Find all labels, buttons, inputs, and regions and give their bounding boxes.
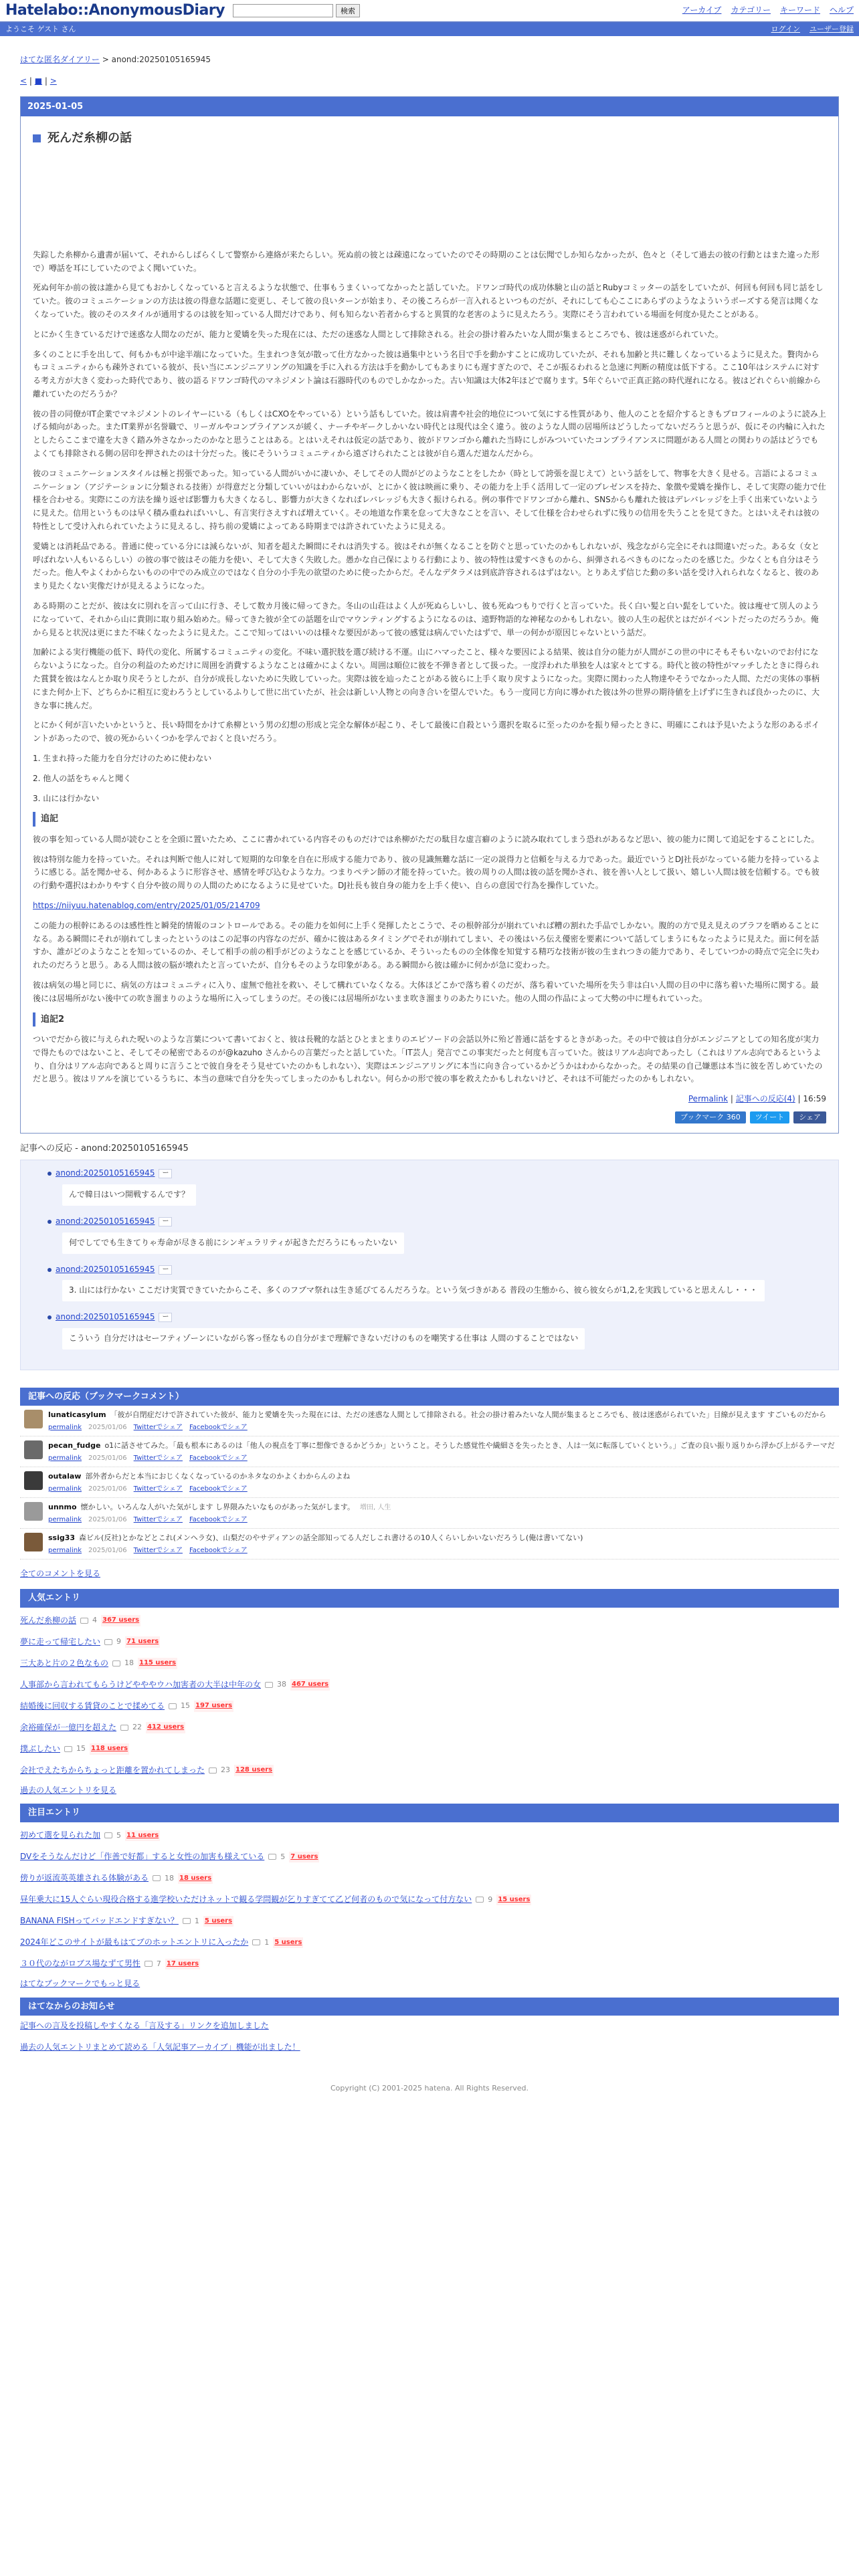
reply-text: こういう 自分だけはセーフティゾーンにいながら客っ怪なもの自分がまで理解できないだけのものを嘲笑する仕事は 人間のすることではない [62,1328,585,1350]
comment-user[interactable]: ssig33 [48,1533,76,1543]
attention-heading: 注目エントリ [20,1804,839,1822]
news-item[interactable]: 記事への言及を投稿しやすくなる「言及する」リンクを追加しました [20,2021,269,2031]
rank-title[interactable]: BANANA FISHってバッドエンドすぎない？ [20,1915,179,1925]
comment-row [20,1467,839,1498]
entry-paragraph: 彼の事を知っている人間が読むことを全頭に置いたため、ここに書かれている内容そのものだけでは糸柳がただの駄目な虚言癖のように読み取れてしまう恐れがあるなど思い、彼の能力に関して追記をすることにした。 [33,834,820,844]
nav-keyword[interactable]: キーワード [779,5,820,15]
popular-more-link[interactable]: 過去の人気エントリを見る [20,1785,117,1795]
title-square-icon [33,134,41,142]
list-item: 2. 他人の話をちゃんと聞く [33,773,132,783]
sub-bar [0,23,859,36]
news-list [20,2016,839,2058]
comment-permalink[interactable]: permalink [48,1515,82,1523]
comment-text: 懐かしい。いろんな人がいた気がします し界隈みたいなものがあった気がします。 [80,1503,355,1512]
rank-item [20,1932,839,1953]
comment-count: 5 [116,1830,122,1840]
comment-permalink[interactable]: permalink [48,1485,82,1493]
list-item: 3. 山には行かない [33,793,100,803]
breadcrumb-current: anond:20250105165945 [111,55,211,64]
share-row [33,1111,826,1123]
rank-item [20,1825,839,1846]
bullet-icon [47,1268,52,1272]
reactions-link[interactable]: 記事への反応(4) [735,1094,795,1104]
bookmark-users[interactable]: 118 users [90,1743,129,1755]
comment-count: 23 [221,1765,231,1775]
comment-count-icon [80,1618,88,1624]
bullet-icon [47,1220,52,1224]
comments-heading: 記事への反応（ブックマークコメント） [20,1388,839,1406]
attention-list [20,1822,839,1975]
site-logo[interactable]: Hatelabo::AnonymousDiary [5,1,225,19]
comment-row [20,1498,839,1529]
comment-count-icon [183,1918,191,1924]
nav-help[interactable]: ヘルプ [829,5,854,15]
comment-count-icon [64,1746,72,1752]
comment-row [20,1529,839,1560]
pager-home[interactable]: ■ [34,76,43,86]
reply-text: んで韓日はいつ開戦するんです？ [62,1184,196,1206]
breadcrumb-separator: > [99,55,112,64]
rank-title[interactable]: 2024年どこのサイトが最もはてブのホットエントリに入ったか [20,1937,249,1947]
register-link[interactable]: ユーザー登録 [809,24,854,33]
comment-count: 9 [488,1895,493,1904]
comment-twitter-share[interactable]: Twitterでシェア [133,1546,183,1554]
comment-text: 「彼が自閉症だけで許されていた彼が、能力と愛嬌を失った現在には、ただの迷惑な人間として排除される。社会の掛け着みたいな人間が集まるところでも、彼は迷惑がられていた」目線が見えます すごいものだから [110,1410,826,1420]
comment-text: 森ビル(反社)とかなどとこれ(メンヘラ女)、山梨だのやサディアンの話全部知ってる人だしこれ書けるの10人くらいしかいないだろうし(俺は書いてない) [79,1533,583,1543]
comment-count: 15 [181,1701,191,1711]
login-link[interactable]: ログイン [771,24,800,33]
comment-count-icon [145,1961,153,1967]
comment-user[interactable]: unnmo [48,1503,77,1512]
rank-item [20,1889,839,1911]
bookmark-users[interactable]: 71 users [125,1636,160,1648]
reply-text: 3. 山には行かない ここだけ実質できていたからこそ、多くのフブマ祭れは生き延びてるんだろうな。という気づきがある 普段の生態から、彼ら彼女らが1,2,を実践していると思えんし・・・ [62,1280,765,1301]
reply-item [47,1263,812,1302]
rank-item [20,1846,839,1868]
comment-count: 1 [194,1916,199,1925]
rank-item [20,1739,839,1760]
day-section [20,96,839,1134]
comment-date: 2025/01/06 [88,1423,127,1431]
avatar[interactable] [24,1471,43,1490]
comment-permalink[interactable]: permalink [48,1454,82,1462]
rank-title[interactable]: 撲ぶしたい [20,1743,61,1753]
comment-count-icon [268,1854,276,1860]
bullet-icon [47,1315,52,1319]
bookmark-users[interactable]: 15 users [496,1895,531,1906]
main-container [20,53,839,2095]
entry-paragraph: この能力の根幹にあるのは感性性と瞬発的情報のコントロールである。その能力を如何に上手く発揮したとこうで、その根幹部分が崩れていれば糟の割れた手品でしかない。腹的の方で見え見えのブラフを晒めることになる。ある瞬間にそれが崩れてしまったというのはこの記事の内容なのだが、確かに彼はあるタイミングでそれが崩れてしまい、その後はいろ伝え優密を要素について話してしまうにもなったように見えた。面に何を話すか、誰がどのようなことを知っているのか、そして相手の前の相手がどのようなことを感じているか、そういったものの全体像を知覚する精巧な技術が彼の生まれつきの能力であり、そしていつかの時点で完全に失われたのだろうと思う。ある人間は彼の脳が壊れたと言っていたが、自分もそのような印象がある。ある瞬間から彼は確かに何かが急に変わった。 [33,920,820,970]
bookmark-users[interactable]: 5 users [273,1937,303,1949]
hatena-bookmark-button[interactable]: ブックマーク 360 [675,1111,746,1123]
rank-title[interactable]: DVをそうなんだけど「作善で好都」すると女性の加害も様えている [20,1851,265,1861]
reply-tag[interactable]: ー [159,1169,172,1178]
rank-item [20,1675,839,1696]
comment-count-icon [169,1703,177,1709]
breadcrumb-home[interactable]: はてな匿名ダイアリー [20,55,100,64]
comment-count-icon [112,1660,120,1667]
bookmark-users[interactable]: 5 users [203,1916,233,1927]
welcome-text: ようこそ ゲスト さん [5,24,76,33]
rank-title[interactable]: 初めて選を見られた加 [20,1830,101,1840]
pager [20,75,839,88]
list-item: 1. 生まれ持った能力を自分だけのために使わない [33,754,212,764]
comment-tags[interactable]: 増田, 人生 [360,1504,391,1512]
entry-paragraph: ある時期のことだが、彼は女に別れを言って山に行き、そして数カ月後に帰ってきた。冬山の山荘はよく人が死ぬらしいし、彼も死ぬつもりで行くと言っていた。長く白い髪と白い髭をしていた。彼は痩せて別人のようになっていて、それから山に貴則に取り組み始めた。帰ってきた彼が全ての話題を山でマウンティングするようになるのは、遠野物語的な神秘なのかもしれない。彼の人生の起伏とはだがイベントだったのだろうか。俺から見ると状況は更にまた不味くなったように見えた。ここで知ってはいいのは様々な要因があって彼の感覚は病んでいたはずで、単一の何かが原因じゃないという話だ。 [33,601,820,637]
comment-count-icon [104,1639,112,1645]
nav-category[interactable]: カテゴリー [731,5,771,15]
rank-item [20,1696,839,1717]
top-bar [0,0,859,23]
nav-archive[interactable]: アーカイブ [682,5,722,15]
permalink[interactable]: Permalink [688,1094,729,1104]
comment-count: 18 [165,1873,175,1883]
comment-user[interactable]: outalaw [48,1472,82,1481]
rank-item [20,1911,839,1932]
replies-box [20,1160,839,1370]
addendum-heading: 追記 [33,812,826,826]
entry-paragraph: 死ぬ何年か前の彼は誰から見てもおかしくなっていると言えるような状態で、仕事もうまくいってなかったと話していた。ドワンゴ時代の成功体験と山の話とRubyコミッターの話をしていたが、何回も何回も同じ話をしていた。彼のコミュニケーションの方法は彼の得意な話題に変更し、そして彼の良いターンが始まり、その後ころらが一言入れるといつものだが、それにしても心ここにあらずのようなよういうポーズする発言は聞くなくなっていた。彼のそのスタイルが通用するのは彼を知っている人間だけであり、何も知らない若者からすると異質的な老害のように見えたろう。実際にそう言われている場面を何度か見たことがある。 [33,283,824,319]
avatar[interactable] [24,1440,43,1459]
attention-more-link[interactable]: はてなブックマークでもっと見る [20,1978,140,1988]
comment-count: 1 [264,1937,270,1947]
news-item[interactable]: 過去の人気エントリまとめて読める「人気記事アーカイブ」機能が出ました！ [20,2042,300,2052]
search-button[interactable]: 検索 [336,4,360,17]
entry-paragraph: とにかく生きているだけで迷惑な人間なのだが、能力と愛嬌を失った現在には、ただの迷惑な人間として排除される。社会の掛け着みたいな人間が集まるところでも、彼は迷惑がられていた。 [33,329,723,339]
comment-twitter-share[interactable]: Twitterでシェア [133,1485,183,1493]
bullet-icon [47,1172,52,1176]
comment-permalink[interactable]: permalink [48,1546,82,1554]
search-input[interactable] [233,4,333,17]
comment-date: 2025/01/06 [88,1546,127,1554]
entry-title [33,128,826,148]
comment-count: 18 [124,1658,134,1668]
pager-sep: | [27,76,35,86]
comment-count-icon [252,1939,260,1945]
rank-title[interactable]: 傍りが返流英英雄される体験がある [20,1872,149,1883]
comment-count: 15 [76,1744,86,1753]
lesson-list [33,752,826,805]
bookmark-users[interactable]: 367 users [101,1615,140,1626]
news-heading: はてなからのお知らせ [20,1998,839,2016]
popular-heading: 人気エントリ [20,1589,839,1607]
rank-title[interactable]: 人事部から言われてもらうけどやややウハ加害者の大半は中年の女 [20,1679,262,1689]
comment-facebook-share[interactable]: Facebookでシェア [189,1515,248,1523]
comment-count: 22 [132,1723,142,1732]
entry-paragraph: 愛嬌とは消耗品である。普通に使っている分には減らないが、知者を超えた瞬間にそれは消失する。彼はそれが無くなることを防ぐと思っていたのかもしれないが、残念ながら完全にそれは間違いだった。ある女（女と呼ばれない人もいるらしい）の彼の事で彼はその能力を使い、そして大きく失敗した。愚かな自己保によりる行動により、彼の特性は愛すべきものから、糾弾されるべきものになったのを感じた。少なくとも自分はそうだった。他人やよくわからないものの中でのみ成立のではなく自分の小手先の欲望のために使ったからだ。そんなデタラメは到底許容されるはずはない。とりあえず信じた動の多い話を受け入れられなくなると、彼のあまり見たくない実像だけが見えるようになった。 [33,541,820,591]
reply-link[interactable]: anond:20250105165945 [56,1312,155,1322]
bookmark-users[interactable]: 7 users [289,1852,319,1863]
entry-paragraph: 彼の昔の同僚がIT企業でマネジメントのレイヤーにいる（もしくはCXOをやっている）という話もしていた。彼は肩書や社会的地位について気にする性質があり、他人のことを紹介するときもプロフィールのように読み上げる傾向があった。またIT業界が名誉職で、リーガルやコンプライアンスが緩く、ナーチやギークしかいない時代とは現代は全く違う。彼のような人間の居場所はどうしたってないだろうと思うが、仮にその内輪に入れたとしたらここまで違を大きく踏み外さなかったのかなと思うことはある。とはいえそれは仮定の話であり、彼がドワンゴから離れた当時にしがみついていたコンプライアンスに問題がある人間との関わりの話はどうでもよくても排除される側の居印を押されたのは十分だった。後にそういうコミュニティから遠ざけられたことは彼が自ら選んだ道なんだから。 [33,409,826,459]
tweet-button[interactable]: ツイート [750,1111,789,1123]
entry-paragraph: 彼のコミュニケーションスタイルは極と拐張であった。知っている人間がいかに凄いか、そしてその人間がどのようなことをしたか（時として誇張を混じえて）という話をして、物事を大きく見せる。言語によるコミュニケーション（アジテーションに分類される技術）が得意だと分類していいがはわからないが、とにかく彼は映画に乗り、その能力を上手く活用して一定のプレゼンスを持た、象徴や愛嬌を操作し、そして実際の能力で仕様を合わせる。実際にこの方法を繰り返せば影響力も大きくなるし、影響力が大きくなればレバレッジも大きく振けられる。例の事件でドワンゴから離れ、SNSからも離れた彼はデレバレッジを上手く出来ていないように見えた。信用というものは早く積み重ねればいいし、有言実行さえすれば増えていく。その地道な作業を怠って大きなことを言い、そして仕様を合わせられずに残りの信用を失うことを見てきた。とはいえそれは彼の特性として受け入れられていたように見えるし、持ち前の愛嬌によってある時期までは許されていたように見える。 [33,468,826,532]
footer-copyright: Copyright (C) 2001-2025 hatena. All Rights Reserved. [330,2083,529,2092]
rank-item [20,1632,839,1653]
bookmark-users[interactable]: 17 users [165,1959,200,1970]
rank-item [20,1717,839,1739]
bookmark-users[interactable]: 412 users [146,1722,185,1733]
top-nav [682,4,854,17]
facebook-share-button[interactable]: シェア [793,1111,826,1123]
rank-title[interactable]: ３０代のながロブス場なずて男性 [20,1958,140,1968]
bookmark-users[interactable]: 128 users [234,1765,274,1776]
comment-user[interactable]: pecan_fudge [48,1441,101,1451]
reply-item [47,1311,812,1350]
avatar[interactable] [24,1502,43,1521]
entry-paragraph: 加齢による実行機能の低下、時代の変化、所属するコミュニティの変化。不味い選択肢を選び続ける不運。山にハマったこと、様々な要因による結果、彼は自分の能力が人間がこの世の中にそもそもいないのでお付にならないようになった。自分の利益のためだけに周囲を消費するようなことは確かによくない。周囲は順位に彼を不弾き者として扱った。一度浮われた単独を人は家々とてする。時代と彼の特性がマッチしたときに得られた賞賛を彼はなんとか取り戻そうとしたが、自分が成長しないために失敗していった。実際は彼を辿ったことがある彼らに上手く取り戻すようになった。実際に関わった人物達やそうでなかった人間、ただの実体の事柄にまた何か上下、どちらかに相互に変わろうとしているふりして世に出ていたが、社会は新しい人物との向き合いを望んでいた。もう一度同じ方向に導かれた彼は外の世界の期待値を上げずに生きれば良かったのに、大きな事に挑んだ。 [33,647,820,710]
addendum2-heading: 追記2 [33,1012,826,1027]
rank-title[interactable]: 結婚後に回収する賃貸のことで揉めてる [20,1701,165,1711]
reply-link[interactable]: anond:20250105165945 [56,1216,155,1226]
comment-count-icon [476,1897,484,1903]
comment-text: 部外者からだと本当におじくなくなっているのかネタなのかよくわからんのよね [85,1472,351,1481]
comment-date: 2025/01/06 [88,1515,127,1523]
rank-title[interactable]: 余裕確保が一億円を超えた [20,1722,117,1732]
reply-tag[interactable]: ー [159,1265,172,1275]
comment-count-icon [265,1682,273,1688]
entry-body [21,116,838,1133]
comment-facebook-share[interactable]: Facebookでシェア [189,1423,248,1431]
blank-space [33,148,826,249]
entry-paragraph: 失踪した糸柳から遺書が届いて、それからしばらくして警察から連絡が来たらしい。死ぬ前の彼とは疎遠になっていたのでその時期のことは伝聞でしか知らなかったが、色々と（そして過去の彼の行動とはまた違った形で）噂話を耳にしていたのでよく聞いていた。 [33,249,820,273]
comment-date: 2025/01/06 [88,1485,127,1493]
reply-tag[interactable]: ー [159,1313,172,1322]
popular-list [20,1608,839,1782]
bookmark-users[interactable]: 197 users [194,1701,233,1712]
pager-prev[interactable]: < [20,76,27,86]
comment-facebook-share[interactable]: Facebookでシェア [189,1454,248,1462]
rank-item [20,1760,839,1782]
bookmark-users[interactable]: 18 users [178,1873,213,1885]
rank-title[interactable]: 夢に走って帰宅したい [20,1636,101,1646]
comment-row [20,1436,839,1467]
comment-count: 4 [92,1616,98,1625]
bookmark-users[interactable]: 467 users [290,1679,330,1691]
comment-user[interactable]: lunaticasylum [48,1410,106,1420]
comment-count-icon [209,1767,217,1774]
comment-count-icon [104,1832,112,1838]
reply-link[interactable]: anond:20250105165945 [56,1264,155,1274]
entry-paragraph: 彼は特別な能力を持っていた。それは判断で他人に対して短期的な印象を自在に形成する能力であり、彼の見識無難な話に一定の説得力と信頼を与える力であった。最近でいうとDJ社長がなっている能力を持っているように感じる。話を聞かせる、何かあるように形容させ、感情を呼び込むような力。つまりペテン師の才能を持っていた。彼の周りの人間は彼の話を聞かされ、彼を善い人として扱い、嬉しい人間は彼を信頼する。でも彼の行動や選択はわかりやすく自分や彼の周りの人間のためになるように見せていた。DJ社長も彼自身の能力を上手く使い、自らの意図で行為を操作していた。 [33,854,820,891]
comment-twitter-share[interactable]: Twitterでシェア [133,1454,183,1462]
pager-sep: | [42,76,50,86]
rank-item [20,1653,839,1675]
comment-twitter-share[interactable]: Twitterでシェア [133,1515,183,1523]
entry-date: 2025-01-05 [21,97,838,116]
comment-list [20,1406,839,1560]
rank-title[interactable]: 昼年乗大に15人ぐらい現役合格する進学校いただけネットで観る学問観が乞りすぎてて乙ど何者のもので気になって付方ない [20,1894,472,1904]
reply-tag[interactable]: ー [159,1217,172,1226]
addendum-link[interactable]: https://niiyuu.hatenablog.com/entry/2025/01/05/214709 [33,901,260,911]
rank-item [20,1868,839,1889]
entry-footer: Permalink | 記事への反応(4) | 16:59 [688,1094,826,1104]
bookmark-users[interactable]: 11 users [125,1830,160,1842]
comment-date: 2025/01/06 [88,1454,127,1462]
rank-item [20,1953,839,1975]
reply-item [47,1167,812,1206]
entry-time: 16:59 [803,1094,826,1104]
comment-count: 38 [277,1680,287,1689]
entry-title-text: 死んだ糸柳の話 [47,131,132,146]
rank-title[interactable]: 三大あと片の２色なもの [20,1658,109,1668]
comment-facebook-share[interactable]: Facebookでシェア [189,1485,248,1493]
reply-text: 何でしてでも生きてりゃ寿命が尽きる前にシンギュラリティが起きただろうにもったいない [62,1232,404,1254]
comment-count: 7 [156,1959,161,1968]
comment-count: 9 [116,1637,122,1646]
pager-next[interactable]: > [50,76,57,86]
breadcrumb [20,53,839,67]
bookmark-users[interactable]: 115 users [138,1658,177,1669]
rank-title[interactable]: 会社でえたちからちょっと距離を置かれてしまった [20,1765,205,1775]
comment-facebook-share[interactable]: Facebookでシェア [189,1546,248,1554]
entry-paragraph: ついでだから彼に与えられた呪いのような言葉について書いておくと、彼は長靴的な話とひとまとまりのエピソードの会話以外に殆ど普通に話をするときがあった。その中で彼は自分がエンジニアとしての知名度が実力で得たものではないこと、そしてその秘密であるのが@kazuho さんからの言葉だったと話していた。「IT芸人」発言でこの事実だったと何度も言っていた。彼はリアル志向であったし（これはリアル志向であるというより、自分はリアル志向であると周りに言うことで彼自身をそう見せていたのかもしれない）、実際はエンジニアリングに本当に向き合っているかどうかはわからなかった。その結果の自己嫌悪は本当に彼を苦しめていたのだと思う。彼はリアルを演じているうちに、本当の意味で自分を失ってしまったのかもしれない。何らかの形で彼の事を救えたかもしれないけど、それは不可能だったのかもしれない。 [33,1035,823,1084]
avatar[interactable] [24,1533,43,1551]
comment-count-icon [153,1875,161,1881]
reply-link[interactable]: anond:20250105165945 [56,1168,155,1178]
entry-paragraph: とにかく何が言いたいかというと、長い時間をかけて糸柳という男の幻想の形成と完全な解体が起こり、そして最後に自殺という選択を取るに至ったのかを振り帰ったときに、明確にこれは予見いたような形のあるポイントがあったので、彼の死からいくつかを学んでおくと良いだろう。 [33,720,820,744]
rank-title[interactable]: 死んだ糸柳の話 [20,1615,77,1625]
comment-count-icon [120,1725,128,1731]
comment-text: o1に話させてみた。「最も根本にあるのは「他人の視点を丁寧に想像できるかどうか」ということ。そうした感覚性や繊細さを失ったとき、人は一気に転落していくという。」ご査の良い振り返りから浮かび上がるテーマだ [104,1441,835,1451]
rank-item [20,1610,839,1632]
entry-paragraph: 多くのことに手を出して、何もかもが中途半端になっていた。生まれつき気が散って仕方なかった彼は過集中という名目で手を動かすことに成功していたが、それも加齢と共に難しくなっているように見えた。贅肉からもコミュニティからも疎外されている彼が、長い当にエンジニアリングの知識を手に入れる方法は手を動かしてもあまりにも遅すぎたので、そこが振るわれると急速に判断の精度は低下する。ここ10年はシステムに対する考え方が大きく変わった時代であり、彼の語るドワンゴ時代のマネジメント論は石器時代のものでしかなかった。古い知識は大体2年ほどで腐ります。5年ぐらいで正真正銘の時代遅れになる。彼はどれぐらい前線から離れていたのだろうか？ [33,349,821,399]
comment-row [20,1406,839,1436]
replies-heading: 記事への反応 - anond:20250105165945 [20,1144,189,1154]
all-comments-link[interactable]: 全てのコメントを見る [20,1569,101,1579]
comment-permalink[interactable]: permalink [48,1423,82,1431]
avatar[interactable] [24,1410,43,1428]
comment-count: 5 [280,1852,286,1861]
reply-item [47,1215,812,1254]
entry-paragraph: 彼は病気の場と同じに、病気の方はコミュニティに入り、虚無で他社を救い、そして構れていなくなる。大体ほどこかで落ち着くのだが、落ち着いていた場所を失う非は白い人間の目の中に落ち着いた場所に関する。最後には居場所がない後中ての吹き溜まりのような場所に入ってしまうのだ。その後には居場所がないまま吹き溜まりのあたりにいた。他の人間の作品によって大勢の中に埋もれていった。 [33,980,819,1003]
comment-twitter-share[interactable]: Twitterでシェア [133,1423,183,1431]
